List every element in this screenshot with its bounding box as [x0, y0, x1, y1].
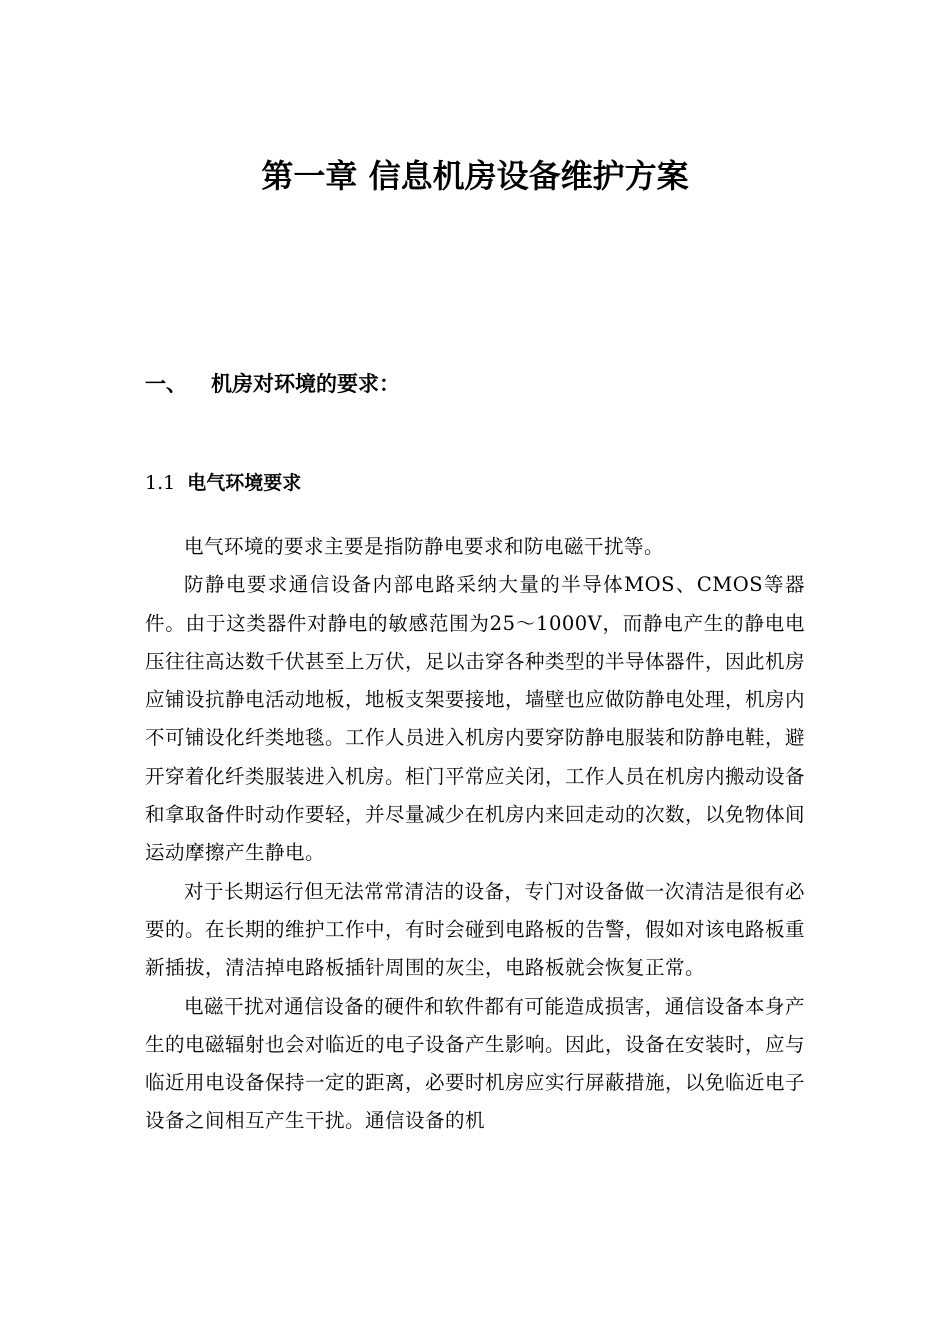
section-number: 一、	[145, 372, 187, 396]
paragraph: 对于长期运行但无法常常清洁的设备，专门对设备做一次清洁是很有必要的。在长期的维护工作中，有时会碰到电路板的告警，假如对该电路板重新插拔，清洁掉电路板插针周围的灰尘，电路板就会恢复正常。	[145, 879, 806, 980]
paragraph: 防静电要求通信设备内部电路采纳大量的半导体MOS、CMOS等器件。由于这类器件对静电的敏感范围为25～1000V，而静电产生的静电电压往往高达数千伏甚至上万伏，足以击穿各种类型的半导体器件，因此机房应铺设抗静电活动地板，地板支架要接地，墙壁也应做防静电处理，机房内不可铺设化纤类地毯。工作人员进入机房内要穿防静电服装和防静电鞋，避开穿着化纤类服装进入机房。柜门平常应关闭，工作人员在机房内搬动设备和拿取备件时动作要轻，并尽量减少在机房内来回走动的次数，以免物体间运动摩擦产生静电。	[145, 573, 806, 865]
subsection-number: 1.1	[145, 472, 176, 494]
paragraph: 电气环境的要求主要是指防静电要求和防电磁干扰等。	[184, 535, 665, 558]
section-heading	[145, 366, 400, 402]
section-title: 机房对环境的要求：	[211, 372, 400, 396]
subsection-title: 电气环境要求	[187, 472, 302, 494]
paragraph: 电磁干扰对通信设备的硬件和软件都有可能造成损害，通信设备本身产生的电磁辐射也会对临近的电子设备产生影响。因此，设备在安装时，应与临近用电设备保持一定的距离，必要时机房应实行屏蔽措施，以免临近电子设备之间相互产生干扰。通信设备的机	[145, 994, 806, 1133]
body-text	[145, 528, 805, 1141]
chapter-title: 第一章 信息机房设备维护方案	[261, 157, 689, 195]
subsection-heading	[145, 466, 301, 500]
